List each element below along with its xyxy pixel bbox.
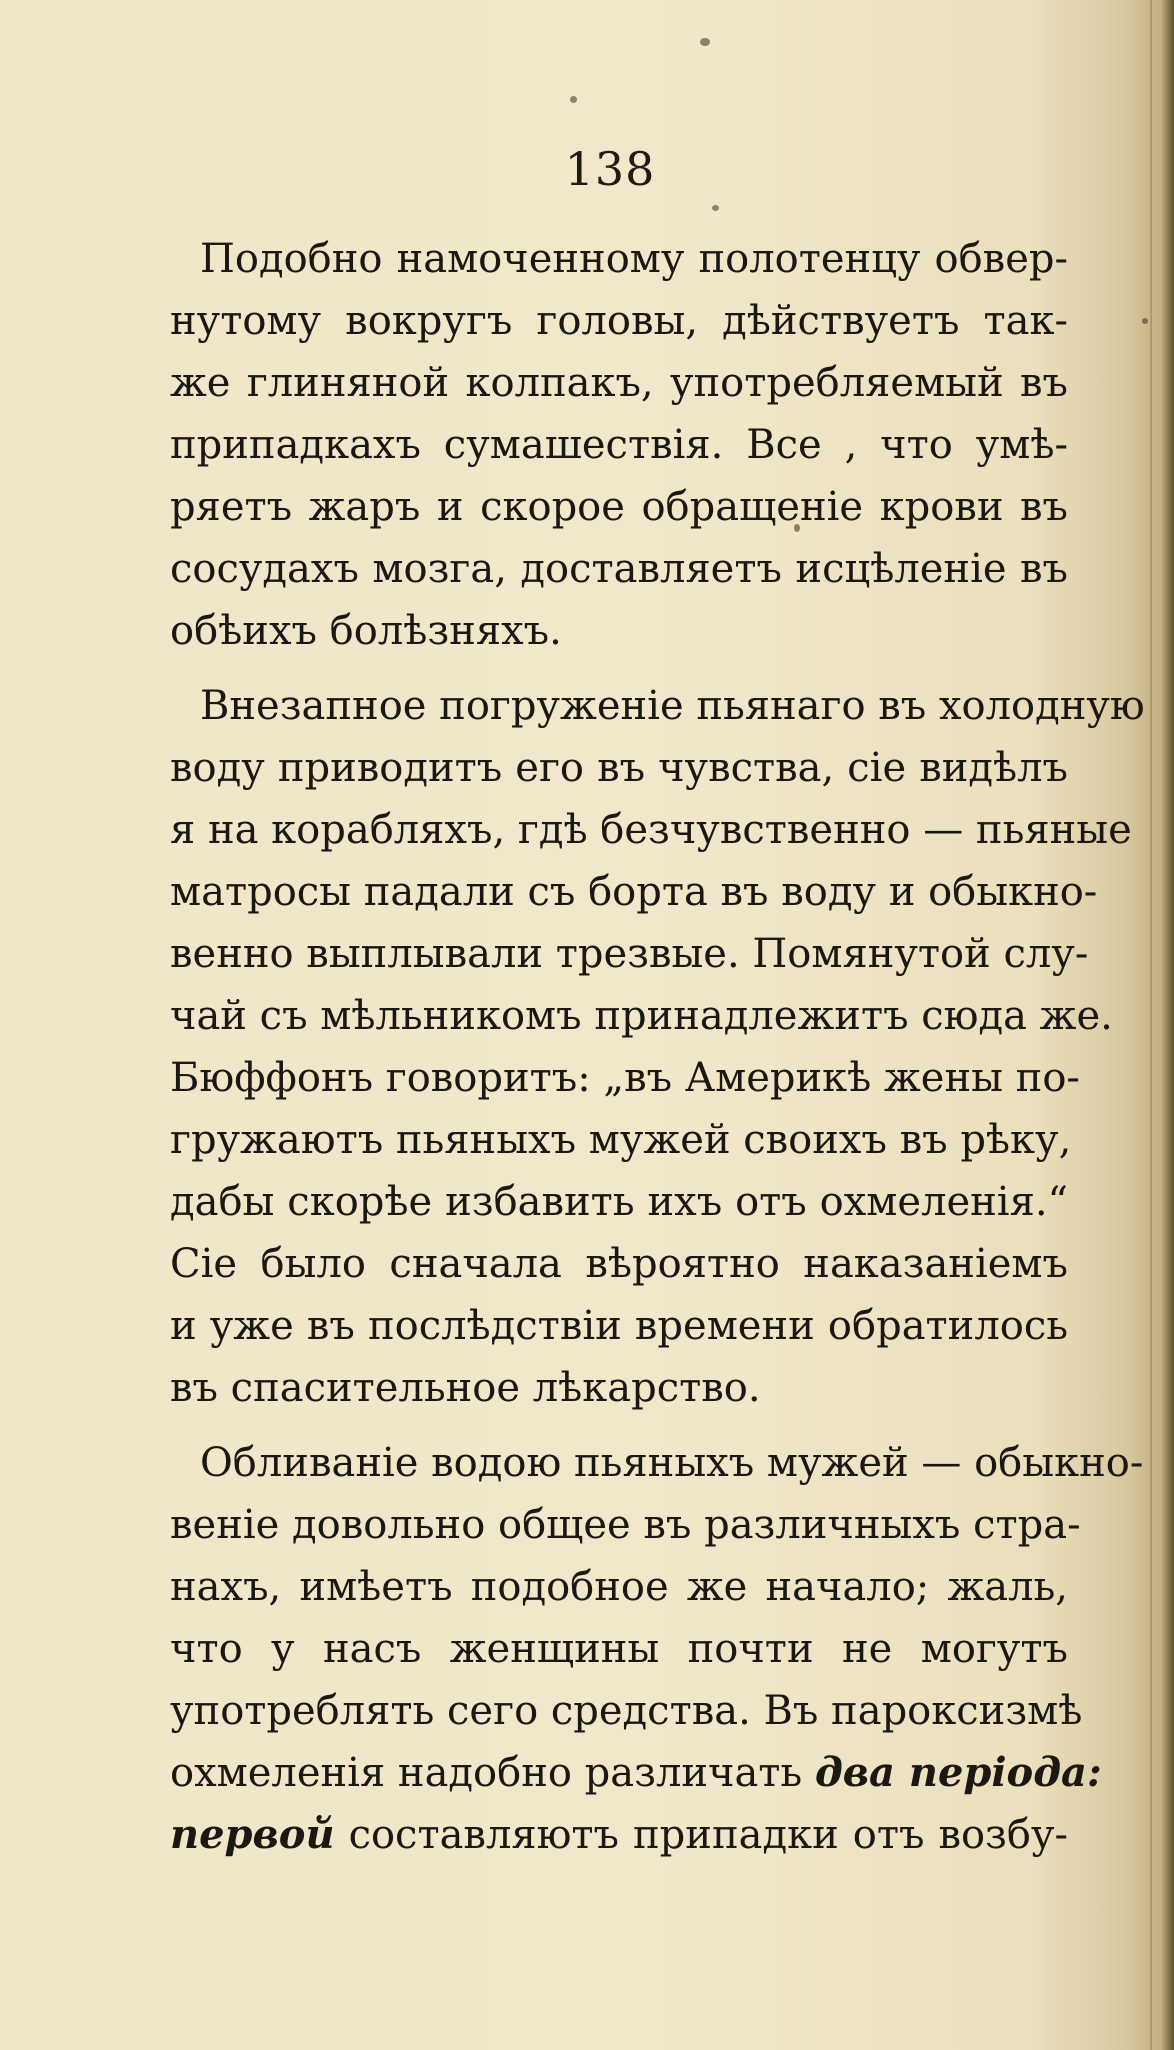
text-line: Внезапное погруженіе пьянаго въ холодную: [200, 683, 1145, 729]
text-line: веніе довольно общее въ различныхъ стра-: [170, 1502, 1081, 1548]
text-line: воду приводитъ его въ чувства, сіе видѣлъ: [170, 745, 1068, 791]
text-line: нутому вокругъ головы, дѣйствуетъ так-: [170, 298, 1068, 344]
page-right-edge: [1160, 0, 1174, 2050]
paragraph-3: [170, 1432, 1144, 1866]
text-line: сосудахъ мозга, доставляетъ исцѣленіе въ: [170, 546, 1068, 592]
text-line: припадкахъ сумашествія. Все , что умѣ-: [170, 422, 1068, 468]
paragraph-1: [170, 228, 1068, 662]
text-line: что у насъ женщины почти не могутъ: [170, 1626, 1068, 1672]
foxing-mark: [570, 96, 577, 103]
text-line: дабы скорѣе избавить ихъ отъ охмеленія.“: [170, 1179, 1068, 1225]
text-line: Обливаніе водою пьяныхъ мужей — обыкно-: [200, 1440, 1144, 1486]
text-run: составляютъ припадки отъ возбу-: [348, 1812, 1068, 1858]
page-number: 138: [564, 142, 656, 196]
text-line: [170, 1742, 1102, 1804]
foxing-mark: [700, 38, 710, 46]
text-line: чай съ мѣльникомъ принадлежитъ сюда же.: [170, 993, 1113, 1039]
emphasis-text: два періода:: [814, 1749, 1102, 1796]
emphasis-text: первой: [170, 1811, 335, 1858]
paragraph-2: [170, 675, 1145, 1419]
foxing-mark: [712, 205, 719, 211]
text-run: охмеленія надобно различать: [170, 1750, 803, 1796]
text-line: венно выплывали трезвые. Помянутой слу-: [170, 931, 1089, 977]
text-line: же глиняной колпакъ, употребляемый въ: [170, 360, 1068, 406]
body-text: [170, 228, 1145, 1879]
text-line: употреблять сего средства. Въ пароксизмѣ: [170, 1688, 1083, 1734]
text-line: и уже въ послѣдствіи времени обратилось: [170, 1303, 1068, 1349]
text-line: Бюффонъ говоритъ: „въ Америкѣ жены по-: [170, 1055, 1080, 1101]
page-gutter-line: [1150, 0, 1152, 2050]
foxing-mark: [1142, 318, 1148, 324]
text-line: [170, 1804, 1068, 1866]
text-line: матросы падали съ борта въ воду и обыкно-: [170, 869, 1098, 915]
text-line: нахъ, имѣетъ подобное же начало; жаль,: [170, 1564, 1068, 1610]
text-line: гружаютъ пьяныхъ мужей своихъ въ рѣку,: [170, 1117, 1072, 1163]
text-line: я на корабляхъ, гдѣ безчувственно — пьяные: [170, 807, 1132, 853]
text-line: обѣихъ болѣзняхъ.: [170, 608, 562, 654]
text-line: ряетъ жаръ и скорое обращеніе крови въ: [170, 484, 1068, 530]
text-line: Сіе было сначала вѣроятно наказаніемъ: [170, 1241, 1068, 1287]
text-line: Подобно намоченному полотенцу обвер-: [200, 236, 1068, 282]
text-line: въ спасительное лѣкарство.: [170, 1365, 761, 1411]
